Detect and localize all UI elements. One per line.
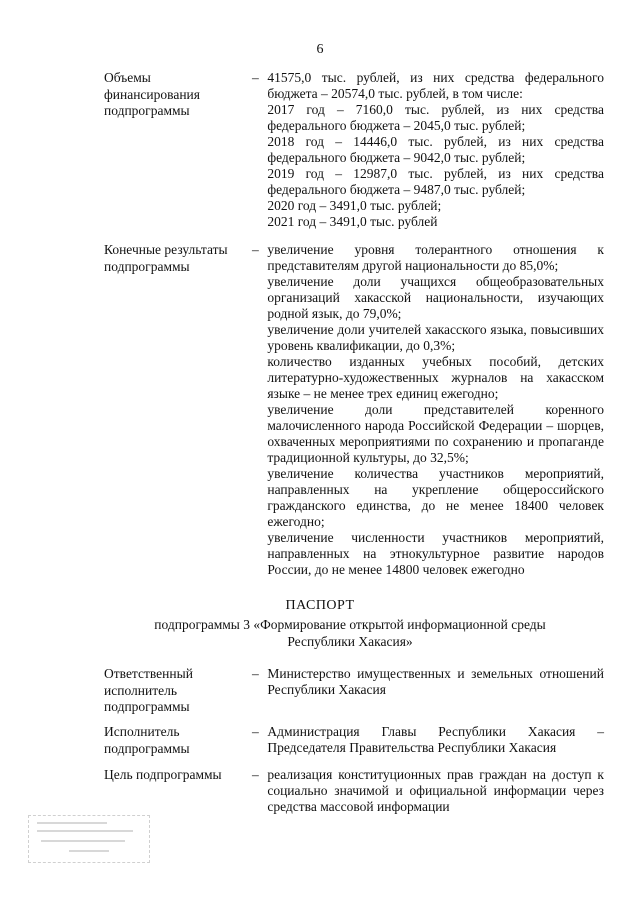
funding-year-2019: 2019 год – 12987,0 тыс. рублей, из них средства федерального бюджета – 9487,0 тыс. рублей;	[267, 166, 604, 197]
passport-title: ПАСПОРТ	[285, 598, 355, 613]
executors-section	[104, 724, 604, 757]
result-item-tolerance: увеличение уровня толерантного отношения к представителям другой национальности до 85,0%;	[267, 242, 604, 273]
executors-label: Исполнитель подпрограммы	[104, 724, 190, 756]
goal-label: Цель подпрограммы	[104, 767, 222, 782]
funding-label: Объемы финансирования подпрограммы	[104, 70, 200, 118]
funding-dash: –	[252, 70, 259, 85]
passport-subtitle: подпрограммы 3 «Формирование открытой информационной среды Республики Хакасия»	[154, 617, 546, 649]
results-dash: –	[252, 242, 259, 257]
funding-year-2020: 2020 год – 3491,0 тыс. рублей;	[267, 198, 442, 213]
result-item-shors: увеличение доли представителей коренного малочисленного народа Российской Федерации – шорцев, охваченных мероприятиями по сохранению и пропаганде традиционной культуры, до 32,5%;	[267, 402, 604, 465]
results-section	[104, 242, 604, 578]
goal-dash: –	[252, 767, 259, 782]
result-item-native-language: увеличение доли учащихся общеобразовательных организаций хакасской национальности, изучающих родной язык, до 79,0%;	[267, 274, 604, 321]
funding-year-2018: 2018 год – 14446,0 тыс. рублей, из них средства федерального бюджета – 9042,0 тыс. рублей;	[267, 134, 604, 165]
responsible-label: Ответственный исполнитель подпрограммы	[104, 666, 193, 714]
executors-content: Администрация Главы Республики Хакасия – Председателя Правительства Республики Хакасия	[267, 724, 604, 755]
funding-total-text: 41575,0 тыс. рублей, из них средства федерального бюджета – 20574,0 тыс. рублей, в том числе:	[267, 70, 604, 101]
results-content	[267, 242, 604, 578]
result-item-civic-unity: увеличение количества участников мероприятий, направленных на укрепление общероссийского гражданского единства, до не менее 18400 человек ежегодно;	[267, 466, 604, 529]
funding-year-2021: 2021 год – 3491,0 тыс. рублей	[267, 214, 438, 229]
funding-section	[104, 70, 604, 230]
page-number: 6	[316, 42, 324, 57]
result-item-publications: количество изданных учебных пособий, детских литературно-художественных журналов на хакасском языке – не менее трех единиц ежегодно;	[267, 354, 604, 401]
responsible-section	[104, 666, 604, 716]
funding-year-2017: 2017 год – 7160,0 тыс. рублей, из них средства федерального бюджета – 2045,0 тыс. рублей;	[267, 102, 604, 133]
executors-dash: –	[252, 724, 259, 739]
result-item-ethnocultural: увеличение численности участников мероприятий, направленных на этнокультурное развитие народов России, до не менее 14800 человек ежегодно	[267, 530, 604, 577]
responsible-dash: –	[252, 666, 259, 681]
goal-section	[104, 767, 604, 815]
funding-content	[267, 70, 604, 230]
stamp-mark	[28, 815, 150, 863]
result-item-teachers: увеличение доли учителей хакасского языка, повысивших уровень квалификации, до 0,3%;	[267, 322, 604, 353]
responsible-content: Министерство имущественных и земельных отношений Республики Хакасия	[267, 666, 604, 697]
goal-content: реализация конституционных прав граждан на доступ к социально значимой и официальной информации через средства массовой информации	[267, 767, 604, 814]
results-label: Конечные результаты подпрограммы	[104, 242, 228, 274]
